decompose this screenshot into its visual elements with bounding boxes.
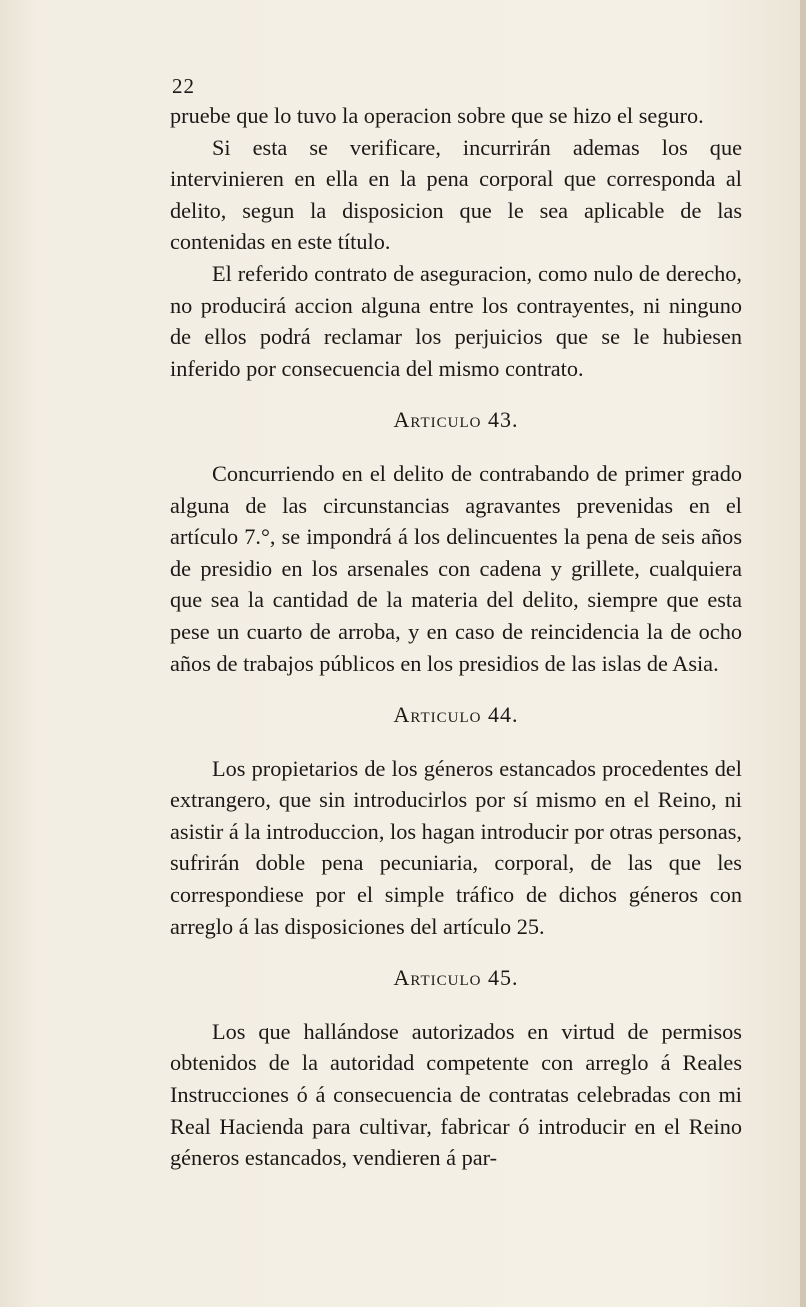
- paragraph: Si esta se verificare, incurrirán ademas los que intervinieren en ella en la pena corporal que corresponda al delito, segun la disposicion que le sea aplicable de las contenidas en este título.: [170, 134, 742, 255]
- article-heading: Articulo 44.: [393, 702, 519, 728]
- page-body: [170, 100, 742, 1174]
- paragraph: El referido contrato de aseguracion, como nulo de derecho, no producirá accion alguna entre los contrayentes, ni ninguno de ellos podrá reclamar los perjuicios que se le hubiesen inferido por consecuencia del mismo contrato.: [170, 260, 742, 381]
- article-text: Concurriendo en el delito de contrabando de primer grado alguna de las circunstancias agravantes prevenidas en el artículo 7.°, se impondrá á los delincuentes la pena de seis años de presidio en los arsenales con cadena y grillete, cualquiera que sea la cantidad de la materia del delito, siempre que esta pese un cuarto de arroba, y en caso de reincidencia la de ocho años de trabajos públicos en los presidios de las islas de Asia.: [170, 460, 742, 676]
- page-edge: [800, 0, 806, 1307]
- paragraph-continuation: pruebe que lo tuvo la operacion sobre que se hizo el seguro.: [170, 103, 704, 128]
- article-text: Los propietarios de los géneros estancados procedentes del extrangero, que sin introducirlos por sí mismo en el Reino, ni asistir á la introduccion, los hagan introducir por otras personas, sufrirán doble pena pecuniaria, corporal, de las que les correspondiese por el simple tráfico de dichos géneros con arreglo á las disposiciones del artículo 25.: [170, 755, 742, 939]
- article-heading: Articulo 45.: [393, 965, 519, 991]
- article-text: Los que hallándose autorizados en virtud de permisos obtenidos de la autoridad competente con arreglo á Reales Instrucciones ó á consecuencia de contratas celebradas con mi Real Hacienda para cultivar, fabricar ó introducir en el Reino géneros estancados, vendieren á par-: [170, 1018, 742, 1171]
- article-heading: Articulo 43.: [393, 407, 519, 433]
- page-number: 22: [172, 74, 195, 98]
